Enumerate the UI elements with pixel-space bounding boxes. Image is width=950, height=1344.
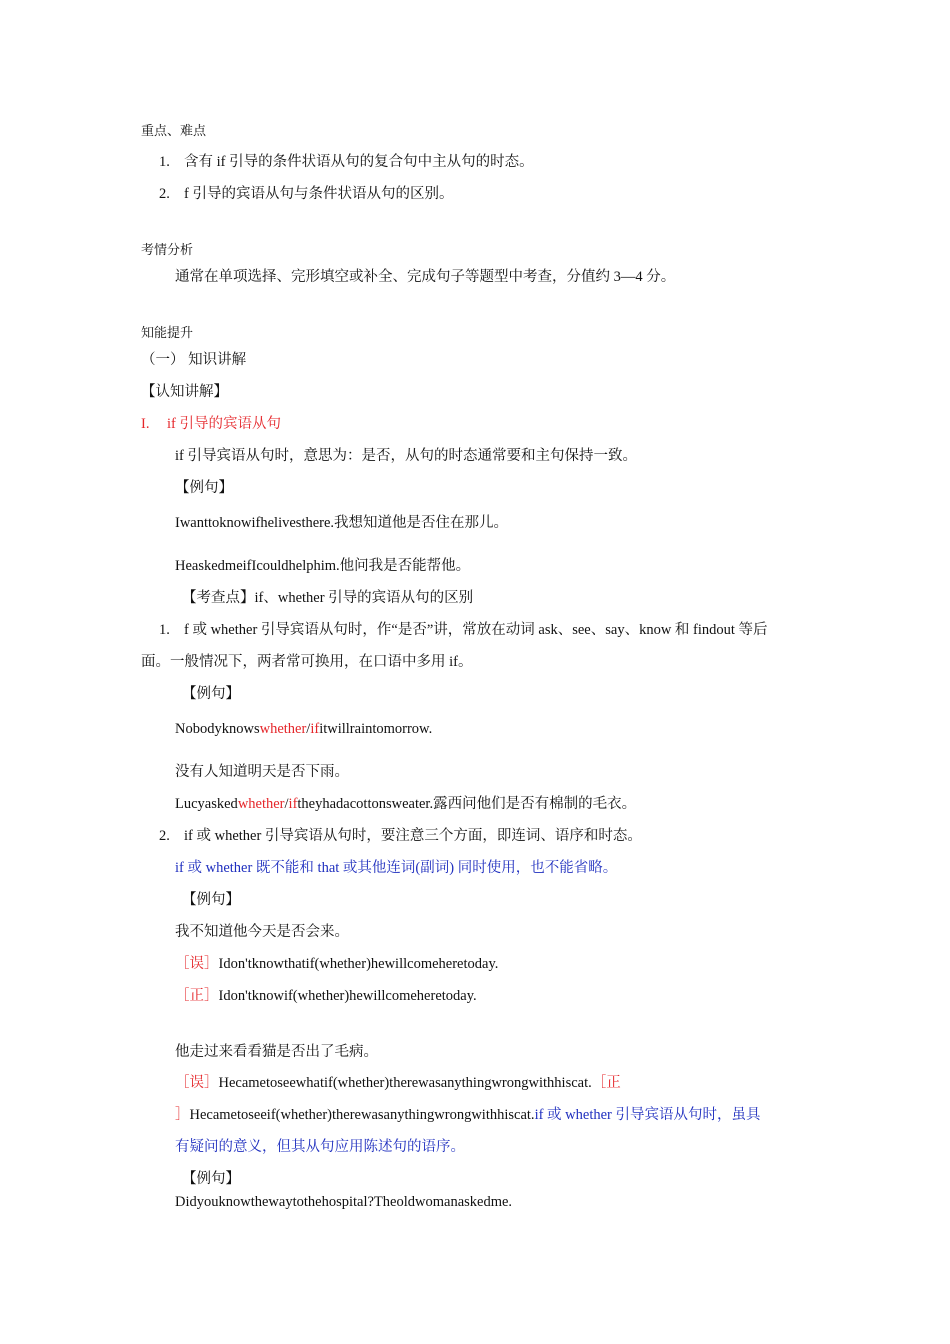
focus-heading: 重点、难点 <box>141 123 207 138</box>
focus-item-1-text: 含有 if 引导的条件状语从句的复合句中主从句的时态。 <box>184 154 534 170</box>
section-number: I. <box>141 416 150 432</box>
example-4-pre: Lucyasked <box>175 796 238 812</box>
focus-item-2 <box>159 184 453 204</box>
example-3-pre: Nobodyknows <box>175 721 260 737</box>
example-6-translation: 他走过来看看猫是否出了毛病。 <box>175 1044 378 1060</box>
example-label-4: 【例句】 <box>182 1171 240 1187</box>
wrong-mark: ［误］ <box>175 956 219 972</box>
example-6-wrong-text: Hecametoseewhatif(whether)therewasanythingwrongwithhiscat. <box>218 1075 592 1091</box>
example-4-slash: / <box>284 796 289 812</box>
section-heading <box>141 414 281 434</box>
example-3-whether: whether <box>259 721 307 737</box>
skills-heading: 知能提升 <box>141 325 194 340</box>
section-title: if 引导的宾语从句 <box>167 416 281 432</box>
point-2-number: 2. <box>159 828 170 844</box>
right-mark: ［正］ <box>175 988 219 1004</box>
example-label-3: 【例句】 <box>182 892 240 908</box>
example-sentence-4 <box>175 794 636 814</box>
example-5-translation: 我不知道他今天是否会来。 <box>175 924 349 940</box>
example-5-wrong <box>175 954 498 974</box>
point-2 <box>159 826 642 846</box>
example-label-1: 【例句】 <box>175 480 233 496</box>
example-6-wrong <box>175 1073 621 1093</box>
cognition-label: 【认知讲解】 <box>141 384 228 400</box>
example-4-whether: whether <box>237 796 285 812</box>
focus-item-1 <box>159 152 534 172</box>
point-1 <box>159 620 768 640</box>
example-5-right-text: Idon'tknowif(whether)hewillcomeheretoday. <box>218 988 477 1004</box>
rule-2-start: if 或 whether 引导宾语从句时，虽具 <box>534 1107 761 1123</box>
example-sentence-7: Didyouknowthewaytothehospital?Theoldwomanaskedme. <box>175 1194 513 1210</box>
point-1-number: 1. <box>159 622 170 638</box>
example-4-if: if <box>288 796 298 812</box>
right-mark-2-start: ［正 <box>591 1075 621 1091</box>
example-5-wrong-text: Idon'tknowthatif(whether)hewillcomeheretoday. <box>218 956 499 972</box>
section-intro: if 引导宾语从句时，意思为：是否，从句的时态通常要和主句保持一致。 <box>175 448 637 464</box>
example-4-post: theyhadacottonsweater.露西问他们是否有棉制的毛衣。 <box>297 796 637 812</box>
example-6-right-text: Hecametoseeif(whether)therewasanythingwrongwithhiscat. <box>189 1107 535 1123</box>
example-3-slash: / <box>306 721 311 737</box>
example-sentence-3 <box>175 719 432 739</box>
example-3-translation: 没有人知道明天是否下雨。 <box>175 764 349 780</box>
example-3-if: if <box>310 721 320 737</box>
skills-subheading: （一） 知识讲解 <box>141 352 247 368</box>
exam-point: 【考查点】if、whether 引导的宾语从句的区别 <box>182 590 474 606</box>
wrong-mark-2: ［误］ <box>175 1075 219 1091</box>
rule-2-continued: 有疑问的意义，但其从句应用陈述句的语序。 <box>175 1139 465 1155</box>
example-3-post: itwillraintomorrow. <box>319 721 433 737</box>
example-sentence-2: HeaskedmeifIcouldhelphim.他问我是否能帮他。 <box>175 558 471 574</box>
focus-item-2-text: f 引导的宾语从句与条件状语从句的区别。 <box>184 186 454 202</box>
point-1-continued: 面。一般情况下，两者常可换用，在口语中多用 if。 <box>141 654 473 670</box>
exam-text: 通常在单项选择、完形填空或补全、完成句子等题型中考查，分值约 3—4 分。 <box>175 269 676 285</box>
point-1-text: f 或 whether 引导宾语从句时，作“是否”讲，常放在动词 ask、see、say、know 和 findout 等后 <box>184 622 768 638</box>
example-5-right <box>175 986 477 1006</box>
example-sentence-1: Iwanttoknowifhelivesthere.我想知道他是否住在那儿。 <box>175 515 509 531</box>
focus-item-2-number: 2. <box>159 186 170 202</box>
example-label-2: 【例句】 <box>182 686 240 702</box>
rule-1: if 或 whether 既不能和 that 或其他连词(副词) 同时使用，也不能省略。 <box>175 860 618 876</box>
right-mark-2-end: ］ <box>175 1107 190 1123</box>
point-2-text: if 或 whether 引导宾语从句时，要注意三个方面，即连词、语序和时态。 <box>184 828 642 844</box>
example-6-right <box>175 1105 761 1125</box>
exam-heading: 考情分析 <box>141 242 194 257</box>
focus-item-1-number: 1. <box>159 154 170 170</box>
